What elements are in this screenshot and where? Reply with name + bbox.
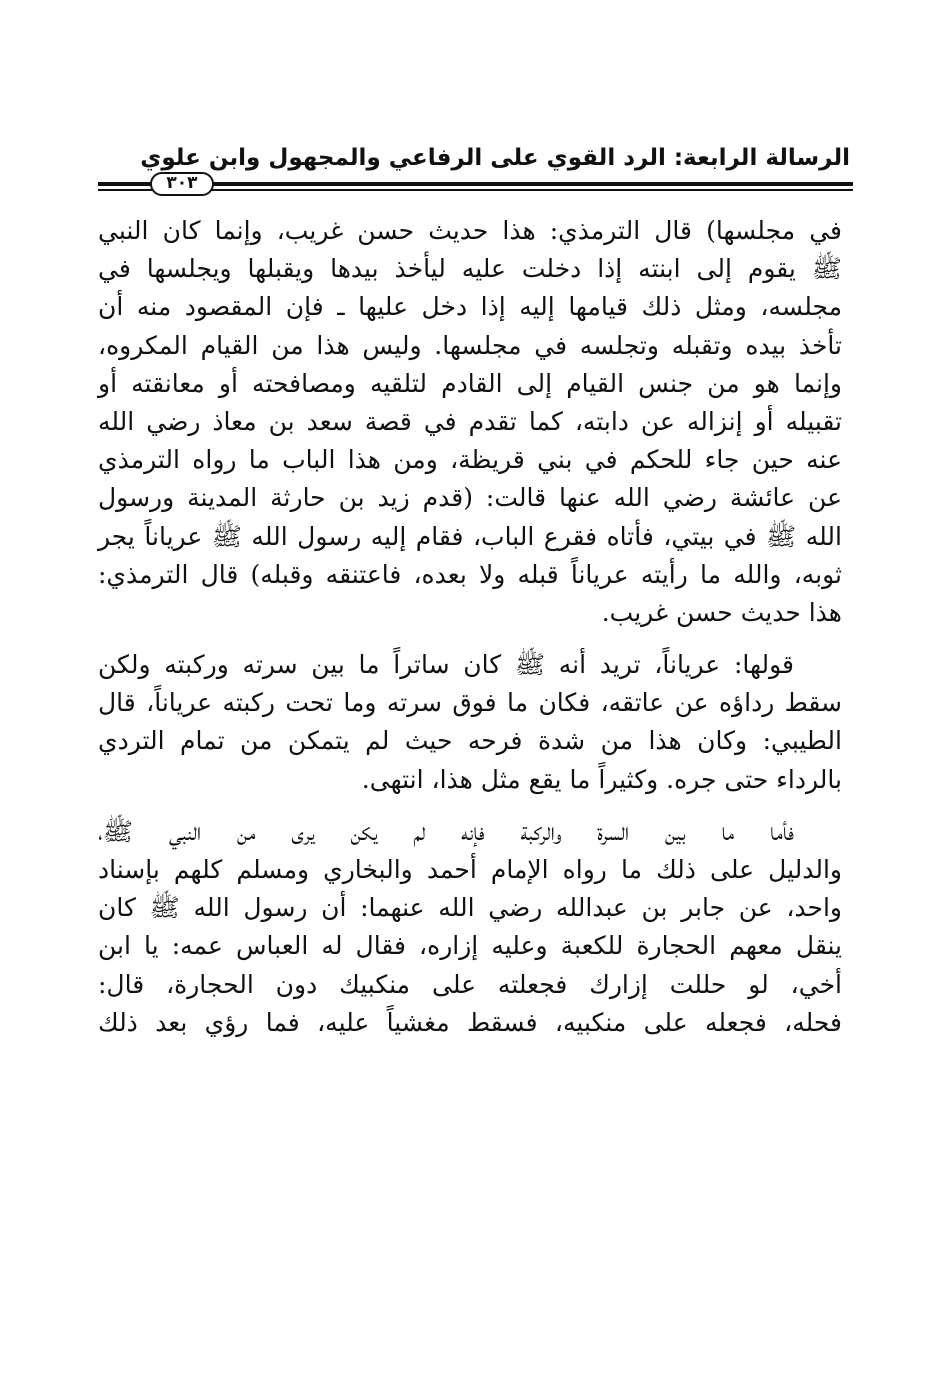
running-header: الرسالة الرابعة: الرد القوي على الرفاعي والمجهول وابن علوي — [140, 145, 850, 171]
text-line: ثوبه، والله ما رأيته عرياناً قبله ولا بعده، فاعتنقه وقبله) قال الترمذي: — [98, 559, 842, 589]
text-line: مجلسه، ومثل ذلك قيامها إليه إذا دخل عليها ـ فإن المقصود منه أن — [98, 292, 842, 322]
header-rule — [98, 172, 853, 196]
text-line: الطيبي: وكان هذا من شدة فرحه حيث لم يتمكن من تمام التردي — [98, 726, 842, 756]
text-line: فأما ما بين السرة والركبة فإنه لم يكن يرى من النبي ﷺ، — [98, 816, 794, 846]
text-line: تأخذ بيده وتقبله وتجلسه في مجلسها. وليس هذا من القيام المكروه، — [98, 330, 842, 360]
text-line: أخي، لو حللت إزارك فجعلته على منكبيك دون الحجارة، قال: — [98, 969, 842, 999]
text-line: وإنما هو من جنس القيام إلى القادم لتلقيه ومصافحته أو معانقته أو — [98, 368, 842, 398]
paragraph-gap — [98, 799, 842, 813]
text-line: فحله، فجعله على منكبيه، فسقط مغشياً عليه، فما رؤي بعد ذلك — [98, 1007, 842, 1037]
text-line: في مجلسها) قال الترمذي: هذا حديث حسن غريب، وإنما كان النبي — [98, 216, 842, 245]
text-line: سقط رداؤه عن عاتقه، فكان ما فوق سرته وما تحت ركبته عرياناً، قال — [98, 688, 842, 718]
text-line: تقبيله أو إنزاله عن دابته، كما تقدم في قصة سعد بن معاذ رضي الله — [98, 406, 842, 436]
paragraph — [98, 212, 842, 632]
text-line: هذا حديث حسن غريب. — [601, 597, 842, 627]
body-text — [98, 212, 842, 1042]
text-line: عنه حين جاء للحكم في بني قريظة، ومن هذا الباب ما رواه الترمذي — [98, 445, 842, 475]
text-line: بالرداء حتى جره. وكثيراً ما يقع مثل هذا، انتهى. — [361, 764, 842, 794]
text-line: الله ﷺ في بيتي، فأتاه فقرع الباب، فقام إليه رسول الله ﷺ عرياناً يجر — [98, 521, 842, 551]
text-line: عن عائشة رضي الله عنها قالت: (قدم زيد بن حارثة المدينة ورسول — [98, 483, 842, 513]
text-line: ينقل معهم الحجارة للكعبة وعليه إزاره، فقال له العباس عمه: يا ابن — [98, 931, 842, 961]
text-line: ﷺ يقوم إلى ابنته إذا دخلت عليه ليأخذ بيدها ويقبلها ويجلسها في — [98, 254, 842, 284]
paragraph-gap — [98, 632, 842, 646]
paragraph — [98, 646, 842, 799]
text-line: قولها: عرياناً، تريد أنه ﷺ كان ساتراً ما بين سرته وركبته ولكن — [98, 650, 794, 680]
paragraph — [98, 813, 842, 1042]
text-line: والدليل على ذلك ما رواه الإمام أحمد والبخاري ومسلم كلهم بإسناد — [98, 855, 842, 884]
text-line: واحد، عن جابر بن عبدالله رضي الله عنهما: أن رسول الله ﷺ كان — [98, 893, 842, 923]
page-number: ٣٠٣ — [150, 172, 214, 196]
